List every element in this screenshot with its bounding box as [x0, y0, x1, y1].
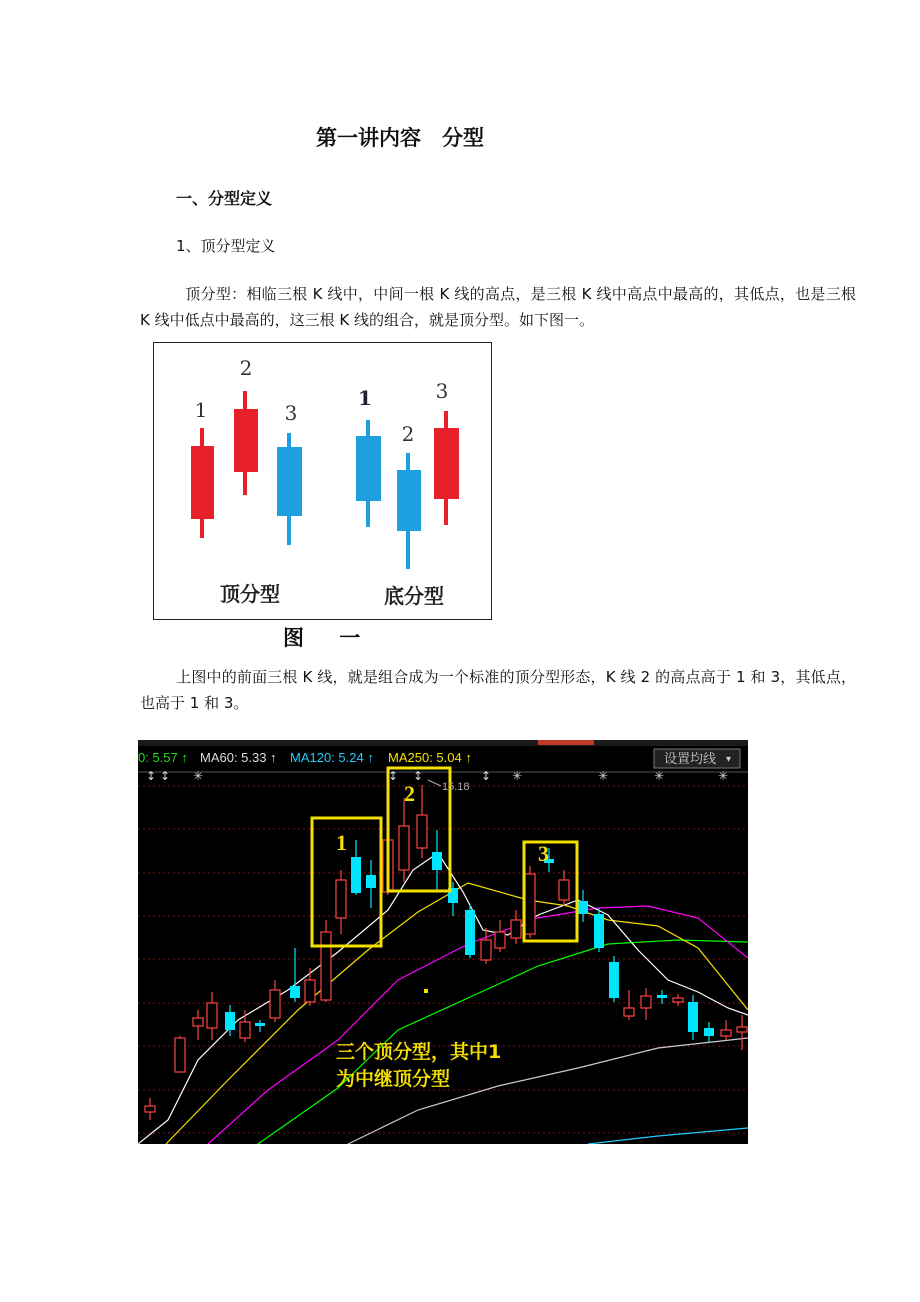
candle-body: [704, 1028, 714, 1036]
fractal-box-label-1: 1: [336, 830, 347, 855]
bottom-candle-1: [356, 436, 381, 501]
annotation-text-line1: 三个顶分型，其中1: [336, 1041, 502, 1063]
top-fractal-group: [191, 356, 302, 545]
candle-body: [321, 932, 331, 1000]
candle-body: [688, 1002, 698, 1032]
ma20-line: [208, 906, 748, 1144]
set-ma-button[interactable]: [654, 749, 740, 768]
ma120-line: [588, 1128, 748, 1144]
top-candle-3: [277, 447, 302, 516]
document-title: 第一讲内容 分型: [316, 126, 484, 150]
candle-body: [481, 940, 491, 960]
ma-legend-item: MA60: 5.33 ↑: [200, 750, 277, 765]
top-fractal-label: 顶分型: [220, 582, 280, 606]
ma5-line: [138, 853, 748, 1144]
candle-body: [240, 1022, 250, 1038]
candle-body: [465, 910, 475, 955]
candle-body: [641, 996, 651, 1008]
candle-body: [366, 875, 376, 888]
candle-body: [737, 1027, 747, 1032]
annotation-text-line2: 为中继顶分型: [336, 1068, 451, 1090]
fractal-box-label-2: 2: [404, 781, 415, 806]
stock-chart-screenshot: [138, 740, 748, 1144]
candle-body: [609, 962, 619, 998]
candle-body: [305, 980, 315, 1002]
bottom-fractal-group: [356, 379, 459, 569]
candle-body: [495, 932, 505, 948]
signal-markers: [146, 769, 728, 783]
top-label-2: 2: [239, 356, 253, 380]
candle-body: [225, 1012, 235, 1030]
candle-body: [657, 995, 667, 998]
bottom-label-2: 2: [401, 422, 415, 446]
figure-one-caption: 图 一: [283, 625, 375, 650]
candle-body: [594, 914, 604, 948]
candle-body: [145, 1106, 155, 1112]
candle-body: [207, 1003, 217, 1028]
candle-body: [417, 815, 427, 848]
paragraph-explanation: [140, 664, 856, 716]
candle-body: [673, 998, 683, 1002]
ma-legend: [138, 750, 472, 765]
ma-legend-item: MA250: 5.04 ↑: [388, 750, 472, 765]
top-candle-1: [191, 446, 214, 519]
candle-body: [624, 1008, 634, 1016]
bottom-label-3: 3: [435, 379, 449, 403]
candle-body: [255, 1023, 265, 1026]
ma-legend-item: MA120: 5.24 ↑: [290, 750, 374, 765]
candle-body: [525, 874, 535, 934]
bottom-candle-3: [434, 428, 459, 499]
top-candle-2: [234, 409, 258, 472]
section-heading: 一、分型定义: [176, 189, 273, 208]
svg-text:✳: ✳: [512, 769, 523, 783]
fractal-box-label-3: 3: [538, 841, 549, 866]
bottom-fractal-label: 底分型: [384, 584, 444, 608]
paragraph-definition: [140, 281, 856, 333]
figure-one-candlestick-diagram: [153, 342, 492, 620]
paragraph-definition-text: 顶分型：相临三根 K 线中，中间一根 K 线的高点，是三根 K 线中高点中最高的，其低点，也是三根 K 线中低点中最高的，这三根 K 线的组合，就是顶分型。如下图一。: [140, 285, 856, 329]
ma-legend-item: 0: 5.57 ↑: [138, 750, 188, 765]
svg-text:✳: ✳: [654, 769, 665, 783]
subsection-heading: 1、顶分型定义: [176, 237, 276, 255]
candle-body: [432, 852, 442, 870]
candle-body: [721, 1030, 731, 1036]
svg-text:✳: ✳: [193, 769, 204, 783]
svg-text:↕: ↕: [160, 769, 171, 783]
svg-text:↕: ↕: [388, 769, 399, 783]
candle-body: [399, 826, 409, 870]
candle-body: [336, 880, 346, 918]
svg-text:✳: ✳: [598, 769, 609, 783]
candle-body: [511, 920, 521, 938]
candle-body: [290, 986, 300, 998]
candle-body: [559, 880, 569, 900]
chevron-down-icon: ▾: [726, 754, 732, 765]
top-label-3: 3: [284, 401, 298, 425]
high-price-label: 15.18: [442, 781, 470, 793]
bottom-label-1: 1: [358, 386, 372, 410]
paragraph-explanation-text: 上图中的前面三根 K 线，就是组合成为一个标准的顶分型形态，K 线 2 的高点高于 1 和 3，其低点，也高于 1 和 3。: [140, 668, 856, 712]
svg-text:↕: ↕: [413, 769, 424, 783]
top-label-1: 1: [194, 398, 208, 422]
svg-text:↕: ↕: [481, 769, 492, 783]
candle-body: [193, 1018, 203, 1026]
svg-text:✳: ✳: [718, 769, 729, 783]
candle-body: [270, 990, 280, 1018]
candle-body: [175, 1038, 185, 1072]
candle-body: [351, 857, 361, 893]
svg-text:↕: ↕: [146, 769, 157, 783]
svg-text:设置均线: 设置均线: [664, 751, 717, 766]
bottom-candle-2: [397, 470, 421, 531]
candle-body: [578, 901, 588, 914]
ma10-line: [166, 883, 748, 1144]
